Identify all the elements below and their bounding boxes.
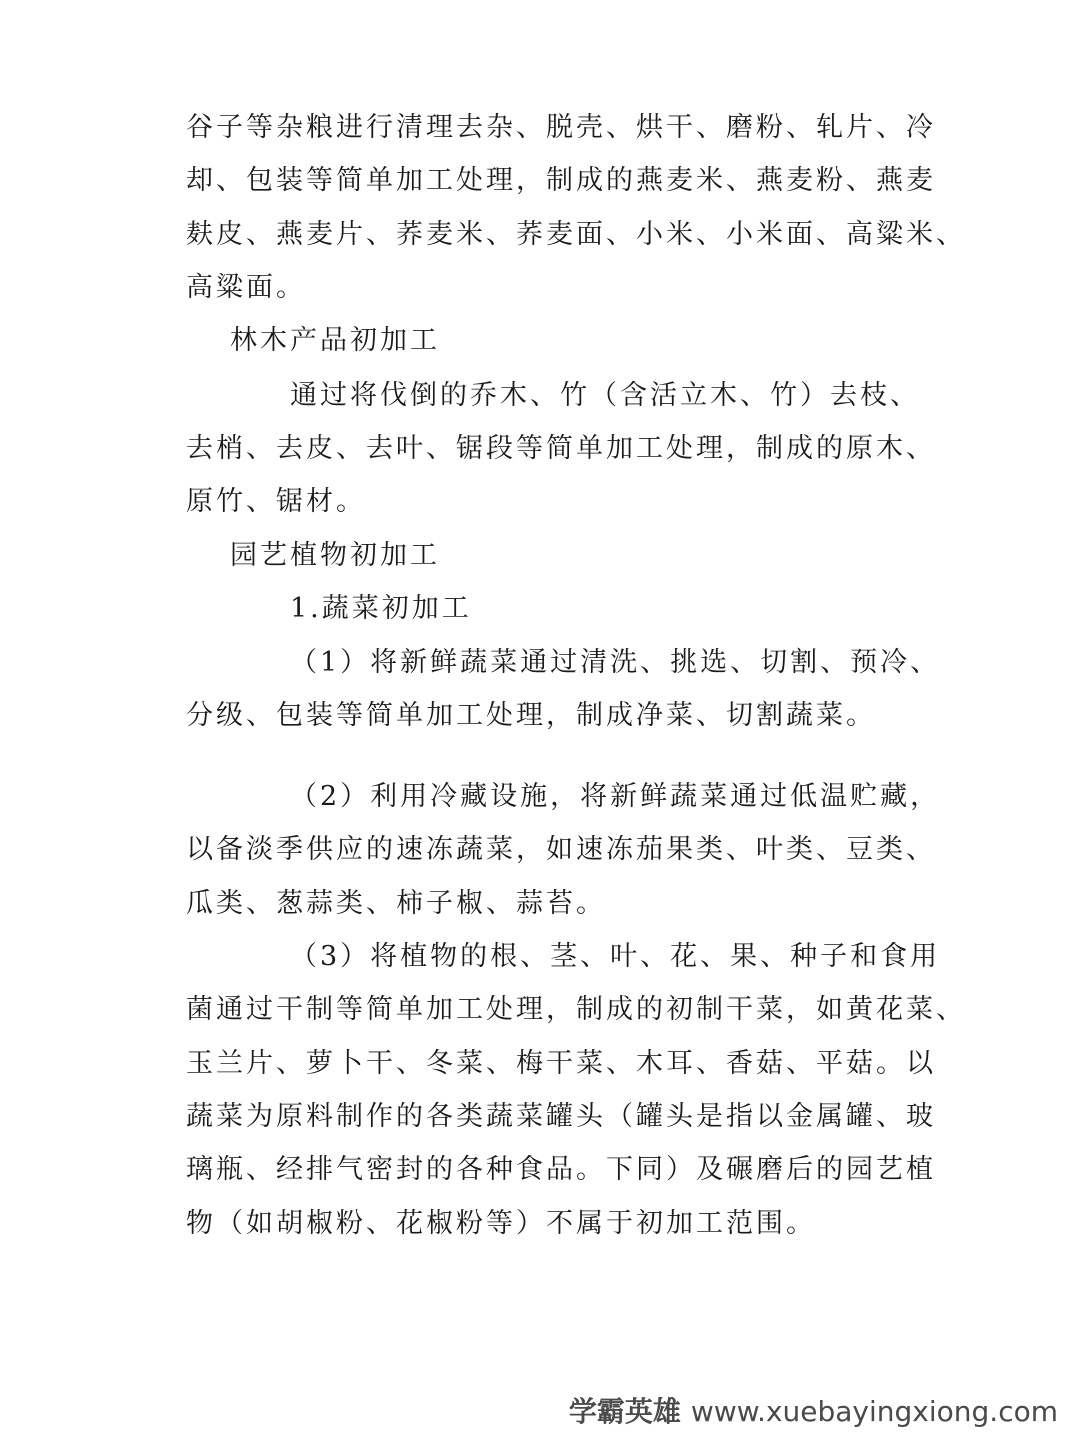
watermark-brand: 学霸英雄 (568, 1395, 681, 1428)
body-line: 高粱面。 (186, 272, 306, 303)
body-line: 却、包装等简单加工处理，制成的燕麦米、燕麦粉、燕麦 (186, 165, 936, 196)
body-line: （2）利用冷藏设施，将新鲜蔬菜通过低温贮藏， (290, 781, 941, 812)
body-line: （3）将植物的根、茎、叶、花、果、种子和食用 (290, 941, 941, 972)
body-line: （1）将新鲜蔬菜通过清洗、挑选、切割、预冷、 (290, 647, 941, 678)
body-line: 璃瓶、经排气密封的各种食品。下同）及碾磨后的园艺植 (186, 1154, 936, 1185)
body-line: 以备淡季供应的速冻蔬菜，如速冻茄果类、叶类、豆类、 (186, 834, 936, 865)
body-line: 原竹、锯材。 (186, 486, 366, 517)
watermark (569, 1392, 1058, 1432)
body-line: 分级、包装等简单加工处理，制成净菜、切割蔬菜。 (186, 700, 876, 731)
body-line: 麸皮、燕麦片、荞麦米、荞麦面、小米、小米面、高粱米、 (186, 219, 966, 250)
section-heading-horticulture: 园艺植物初加工 (230, 540, 440, 571)
section-heading-forestry: 林木产品初加工 (230, 325, 440, 356)
body-line: 通过将伐倒的乔木、竹（含活立木、竹）去枝、 (290, 380, 920, 411)
body-line: 瓜类、葱蒜类、柿子椒、蒜苔。 (186, 888, 606, 919)
body-line: 去梢、去皮、去叶、锯段等简单加工处理，制成的原木、 (186, 433, 936, 464)
body-line: 蔬菜为原料制作的各类蔬菜罐头（罐头是指以金属罐、玻 (186, 1101, 936, 1132)
subsection-heading-vegetables: 1.蔬菜初加工 (290, 593, 472, 624)
body-line: 玉兰片、萝卜干、冬菜、梅干菜、木耳、香菇、平菇。以 (186, 1048, 936, 1079)
body-line: 物（如胡椒粉、花椒粉等）不属于初加工范围。 (186, 1208, 816, 1239)
watermark-url: www.xuebayingxiong.com (690, 1395, 1058, 1428)
body-line: 谷子等杂粮进行清理去杂、脱壳、烘干、磨粉、轧片、冷 (186, 112, 936, 143)
body-line: 菌通过干制等简单加工处理，制成的初制干菜，如黄花菜、 (186, 994, 966, 1025)
